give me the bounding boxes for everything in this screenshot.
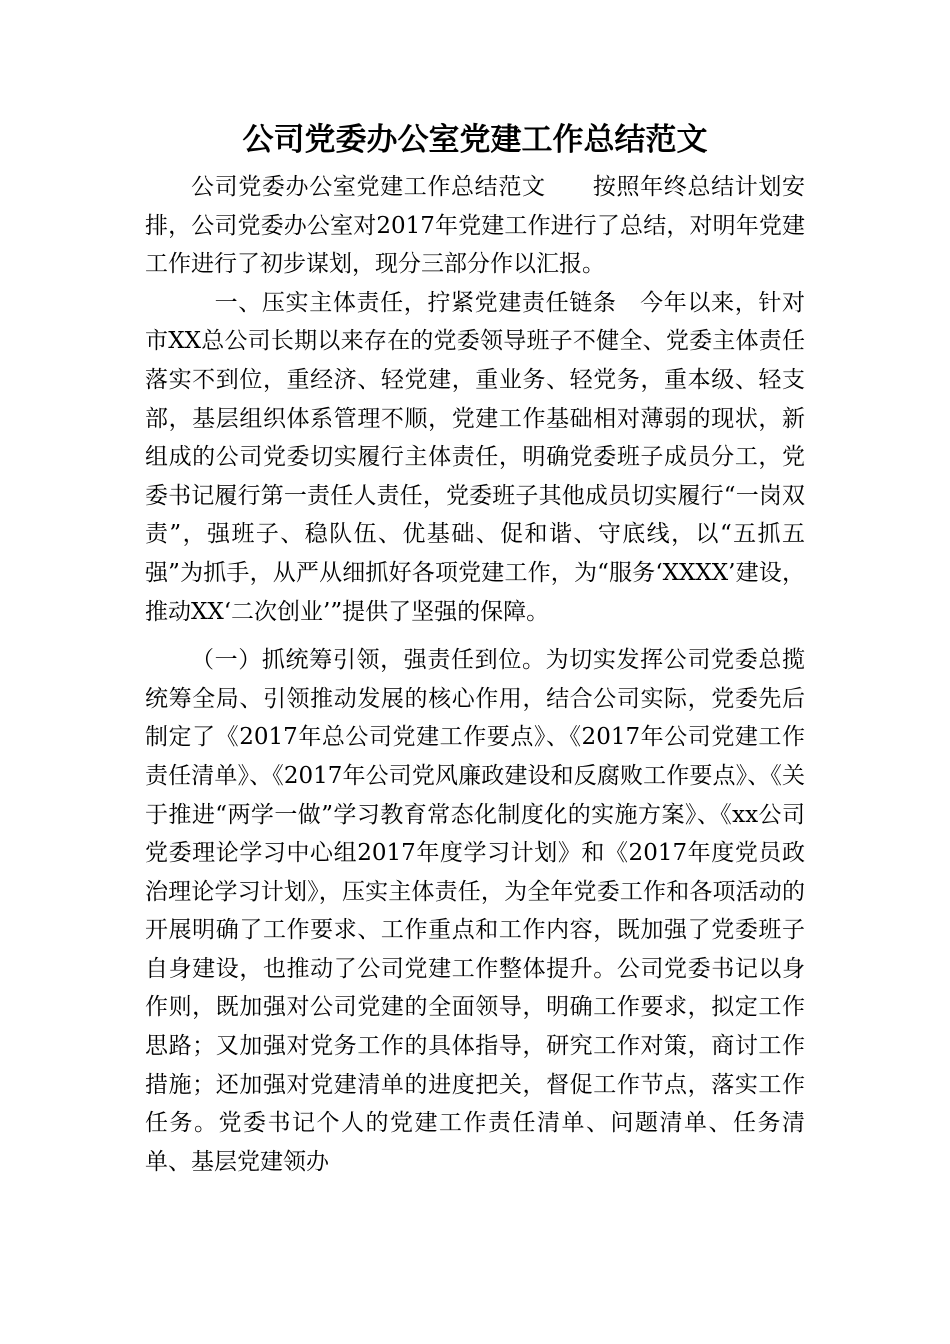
document-title: 公司党委办公室党建工作总结范文 — [242, 122, 708, 158]
document-body — [145, 168, 805, 1181]
paragraph-section-one: 一、压实主体责任，拧紧党建责任链条 今年以来，针对市XX总公司长期以来存在的党委领导班子不健全、党委主体责任落实不到位，重经济、轻党建，重业务、轻党务，重本级、轻支部，基层组织体系管理不顺，党建工作基础相对薄弱的现状，新组成的公司党委切实履行主体责任，明确党委班子成员分工，党委书记履行第一责任人责任，党委班子其他成员切实履行“一岗双责”，强班子、稳队伍、优基础、促和谐、守底线，以“五抓五强”为抓手，从严从细抓好各项党建工作，为“服务‘XXXX’建设，推动XX‘二次创业’”提供了坚强的保障。 — [145, 289, 805, 625]
paragraph-intro: 公司党委办公室党建工作总结范文 按照年终总结计划安排，公司党委办公室对2017年党建工作进行了总结，对明年党建工作进行了初步谋划，现分三部分作以汇报。 — [145, 174, 805, 278]
paragraph-subsection-one: （一）抓统筹引领，强责任到位。为切实发挥公司党委总揽统筹全局、引领推动发展的核心作用，结合公司实际，党委先后制定了《2017年总公司党建工作要点》、《2017年公司党建工作责任清单》、《2017年公司党风廉政建设和反腐败工作要点》、《关于推进“两学一做”学习教育常态化制度化的实施方案》、《xx公司党委理论学习中心组2017年度学习计划》和《2017年度党员政治理论学习计划》，压实主体责任，为全年党委工作和各项活动的开展明确了工作要求、工作重点和工作内容，既加强了党委班子自身建设，也推动了公司党建工作整体提升。公司党委书记以身作则，既加强对公司党建的全面领导，明确工作要求，拟定工作思路；又加强对党务工作的具体指导，研究工作对策，商讨工作措施；还加强对党建清单的进度把关，督促工作节点，落实工作任务。党委书记个人的党建工作责任清单、问题清单、任务清单、基层党建领办 — [145, 647, 805, 1175]
